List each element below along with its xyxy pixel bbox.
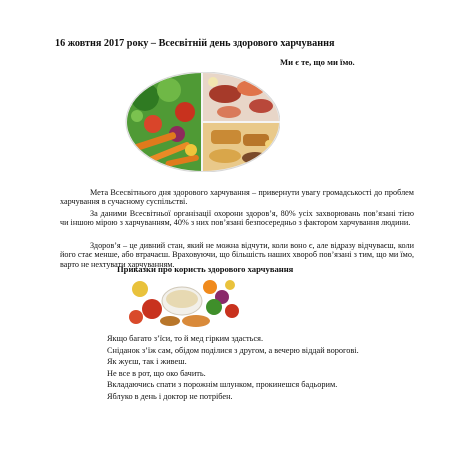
proverbs-list	[107, 333, 359, 403]
list-item: Яблуко в день і доктор не потрібен.	[107, 391, 233, 401]
paragraph-who-stats: За даними Всесвітньої організації охорони здоров’я, 80% усіх захворювань пов’язані тією чи іншою мірою з харчуванням, 40% з них пов’язані безпосередньо з фактором харчування людини.	[60, 209, 414, 228]
proverbs-heading: Приказки про користь здорового харчування	[117, 264, 294, 274]
list-item: Якщо багато з’їси, то й мед гірким здасться.	[107, 334, 264, 343]
list-item: Не все в рот, що око бачить.	[107, 368, 206, 378]
paragraph-health: Здоров’я – це дивний стан, який не можна відчути, коли воно є, але відразу відчуваєш, коли його стає менше, або втрачаєш. Враховуючи, що більшість наших хвороб пов’язані з тим, що ми їмо, варто не нехтувати харчуванням.	[60, 241, 414, 269]
fruit-and-grains-image	[126, 277, 242, 329]
list-item: Вкладаючись спати з порожнім шлунком, прокинешся бадьорим.	[107, 380, 338, 390]
motto: Ми є те, що ми їмо.	[280, 57, 355, 67]
paragraph-goal: Мета Всесвітнього дня здорового харчування – привернути увагу громадськості до проблем харчування в сучасному суспільстві.	[60, 188, 414, 207]
page-title: 16 жовтня 2017 року – Всесвітній день здорового харчування	[55, 38, 335, 49]
list-item: Сніданок з’їж сам, обідом поділися з другом, а вечерю віддай ворогові.	[107, 345, 359, 355]
food-plate-image	[125, 72, 280, 172]
list-item: Як жуєш, так і живеш.	[107, 357, 187, 367]
